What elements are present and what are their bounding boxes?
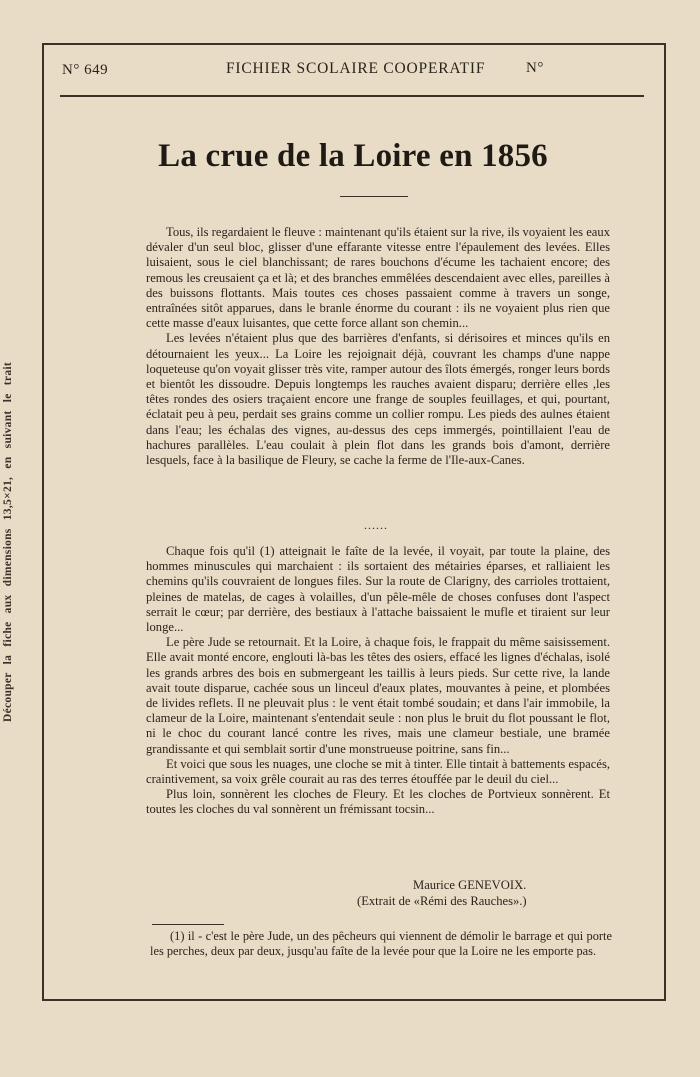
sheet-number: N° 649 (62, 62, 109, 78)
text-part-1 (146, 225, 610, 468)
paragraph: Les levées n'étaient plus que des barrières d'enfants, si dérisoires et minces qu'ils en détournaient les yeux... La Loire les rejoignait déjà, couvrant les champs d'une nappe loqueteuse qu'on voyait glisser très vite, ramper autour des îlots émergés, ronger leurs bords et bientôt les dissoudre. Depuis longtemps les rauches avaient disparu; derrière elles ,les têtes rondes des osiers traçaient encore une frange de souples feuillages, et qui, pourtant, éclatait peu à peu, perdait ses grains comme un collier rompu. Les pieds des aulnes étaient dans l'eau; les échalas des vignes, au-dessus des ceps immergés, pointillaient l'eau de hachures parallèles. L'eau coulait à plein flot dans les grands bois d'amont, derrière lesquels, face à la basilique de Fleury, se cache la ferme de l'Ile-aux-Canes. (146, 331, 610, 468)
author: Maurice GENEVOIX. (413, 878, 527, 892)
signature-block (150, 878, 610, 909)
cut-frame (42, 43, 666, 1001)
header-title: FICHIER SCOLAIRE COOPERATIF (226, 60, 486, 77)
footnote (150, 929, 612, 959)
text-part-2 (146, 544, 610, 818)
paragraph: Plus loin, sonnèrent les cloches de Fleury. Et les cloches de Portvieux sonnèrent. Et toutes les cloches du val sonnèrent un frémissant tocsin... (146, 787, 610, 817)
cutting-instruction: Découper la fiche aux dimensions 13,5×21, en suivant le trait (2, 361, 14, 722)
paragraph: Tous, ils regardaient le fleuve : maintenant qu'ils étaient sur la rive, ils voyaient les eaux dévaler d'un seul bloc, glisser d'une effarante vitesse entre l'épaulement des levées. Elles luisaient, sous le ciel blanchissant; de rares bouchons d'écume les tachaient encore; des remous les creusaient ça et là; et des branches emmêlées descendaient avec elles, pareilles à des buissons flottants. Mais toutes ces choses passaient comme à travers un songe, entraînées sitôt apparues, dans le branle énorme du courant : ils ne voyaient plus rien que cette masse d'eaux luisantes, que cette force allant son chemin... (146, 225, 610, 331)
sheet-number-right: N° (526, 60, 544, 76)
section-separator: ...... (364, 518, 388, 532)
paragraph: Et voici que sous les nuages, une cloche se mit à tinter. Elle tintait à battements espacés, craintivement, sa voix grêle courait au ras des terres étouffée par le deuil du ciel... (146, 756, 610, 787)
footnote-text: (1) il - c'est le père Jude, un des pêcheurs qui viennent de démolir le barrage et qui porte les perches, deux par deux, jusqu'au faîte de la levée pour que la Loire ne les emporte pas. (150, 929, 612, 959)
header-rule (60, 95, 644, 97)
footnote-rule (152, 924, 224, 925)
paragraph: Le père Jude se retournait. Et la Loire, à chaque fois, le frappait du même saisissement. Elle avait monté encore, englouti là-bas les têtes des osiers, effacé les lignes d'échalas, isolé les grands arbres des bois en submergeant les taillis à leurs pieds. Sur cette rive, la lande avait toute disparue, cachée sous un linceul d'eaux plates, mouvantes à peine, et plombées de livides reflets. Il ne pleuvait plus : le vent était tombé soudain; et dans l'air immobile, la clameur de la Loire, maintenant s'entendait seule : non plus le bruit du flot poussant le flot, ni le choc du courant lancé contre les rives, mais une clameur bestiale, une bramée grandissante et qui semblait sortir d'une monstrueuse poitrine, sans fin... (146, 635, 610, 756)
page-header (60, 58, 646, 84)
paragraph: Chaque fois qu'il (1) atteignait le faîte de la levée, il voyait, par toute la plaine, des hommes minuscules qui marchaient : ils sortaient des métairies éparses, et ralliaient les chemins qu'ils couvraient de longues files. Sur la route de Clarigny, des carrioles trottaient, pleines de matelas, de cages à volailles, d'un pêle-mêle de choses confuses dont l'aspect serrait le cœur; par derrière, des bestiaux à l'attache baissaient le mufle et tiraient sur leur longe... (146, 544, 610, 635)
page-title: La crue de la Loire en 1856 (158, 138, 548, 174)
title-divider (340, 196, 408, 197)
source: (Extrait de «Rémi des Rauches».) (357, 893, 527, 908)
